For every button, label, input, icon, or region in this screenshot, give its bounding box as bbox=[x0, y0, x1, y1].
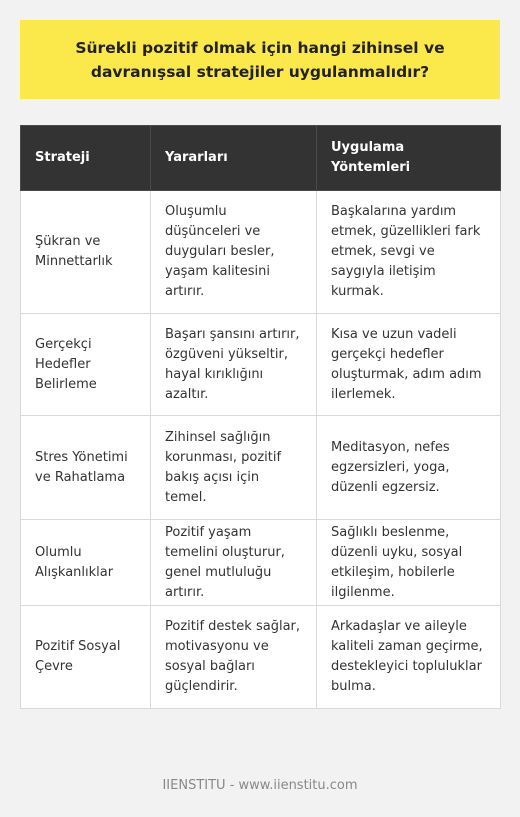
table-row bbox=[21, 520, 501, 606]
cell-benefits: Oluşumlu düşünceleri ve duyguları besler, yaşam kalitesini artırır. bbox=[151, 191, 317, 314]
cell-strategy: Stres Yönetimi ve Rahatlama bbox=[21, 416, 151, 520]
header-methods: Uygulama Yöntemleri bbox=[317, 126, 501, 191]
table-row bbox=[21, 191, 501, 314]
cell-strategy: Pozitif Sosyal Çevre bbox=[21, 606, 151, 709]
page-title: Sürekli pozitif olmak için hangi zihinsel ve davranışsal stratejiler uygulanmalıdır? bbox=[75, 38, 445, 81]
header-strategy: Strateji bbox=[21, 126, 151, 191]
footer-credit: IIENSTITU - www.iienstitu.com bbox=[162, 778, 358, 793]
cell-benefits: Pozitif destek sağlar, motivasyonu ve sosyal bağları güçlendirir. bbox=[151, 606, 317, 709]
cell-benefits: Başarı şansını artırır, özgüveni yükseltir, hayal kırıklığını azaltır. bbox=[151, 314, 317, 416]
cell-methods: Arkadaşlar ve aileyle kaliteli zaman geçirme, destekleyici topluluklar bulma. bbox=[317, 606, 501, 709]
strategy-table bbox=[20, 125, 501, 709]
cell-strategy: Gerçekçi Hedefler Belirleme bbox=[21, 314, 151, 416]
cell-methods: Başkalarına yardım etmek, güzellikleri fark etmek, sevgi ve saygıyla iletişim kurmak. bbox=[317, 191, 501, 314]
header-benefits: Yararları bbox=[151, 126, 317, 191]
table-header-row bbox=[21, 126, 501, 191]
table-row bbox=[21, 606, 501, 709]
cell-methods: Meditasyon, nefes egzersizleri, yoga, düzenli egzersiz. bbox=[317, 416, 501, 520]
cell-methods: Sağlıklı beslenme, düzenli uyku, sosyal etkileşim, hobilerle ilgilenme. bbox=[317, 520, 501, 606]
cell-benefits: Zihinsel sağlığın korunması, pozitif bakış açısı için temel. bbox=[151, 416, 317, 520]
title-banner bbox=[20, 20, 500, 99]
cell-strategy: Olumlu Alışkanlıklar bbox=[21, 520, 151, 606]
table-row bbox=[21, 416, 501, 520]
cell-strategy: Şükran ve Minnettarlık bbox=[21, 191, 151, 314]
cell-benefits: Pozitif yaşam temelini oluşturur, genel mutluluğu artırır. bbox=[151, 520, 317, 606]
table-row bbox=[21, 314, 501, 416]
cell-methods: Kısa ve uzun vadeli gerçekçi hedefler oluşturmak, adım adım ilerlemek. bbox=[317, 314, 501, 416]
